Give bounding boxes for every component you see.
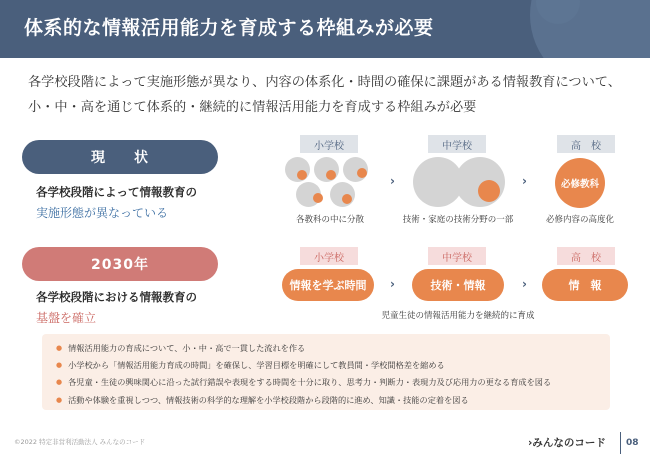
current-description — [36, 182, 197, 224]
continuous-caption: 児童生徒の情報活用能力を継続的に育成 — [381, 311, 535, 321]
stage-label-high: 高 校 — [557, 247, 615, 265]
summary-item: ● 情報活用能力の育成について、小・中・高で一貫した流れを作る — [56, 340, 596, 357]
required-subject-circle: 必修教科 — [555, 158, 605, 208]
title-bar — [0, 0, 650, 58]
caption-elementary: 各教科の中に分散 — [295, 215, 364, 225]
info-dot — [297, 170, 307, 180]
technology-dot — [478, 180, 500, 202]
info-time-pill: 情報を学ぶ時間 — [282, 269, 374, 301]
tech-info-pill: 技術・情報 — [412, 269, 504, 301]
summary-item: ● 各児童・生徒の興味関心に沿った試行錯誤や表現をする時間を十分に取り、思考力・判断力・表現力及び応用力の更なる育成を図る — [56, 374, 596, 391]
current-pill-char: 状 — [134, 150, 149, 166]
arrow-icon: › — [390, 277, 395, 291]
logo-text: みんなのコード — [532, 437, 606, 449]
footer-divider — [620, 432, 621, 454]
current-desc-line1: 各学校段階によって情報教育の — [36, 185, 197, 199]
current-pill-char: 現 — [91, 150, 106, 166]
info-dot — [342, 194, 352, 204]
copyright: ©2022 特定非営利活動法人 みんなのコード — [14, 438, 146, 446]
page-number: 08 — [626, 438, 639, 448]
stage-label-high: 高 校 — [557, 135, 615, 153]
future-desc-line1: 各学校段階における情報教育の — [36, 290, 197, 304]
info-dot — [326, 170, 336, 180]
stage-label-junior: 中学校 — [428, 247, 486, 265]
stage-label-elementary: 小学校 — [300, 135, 358, 153]
future-description — [36, 287, 197, 329]
summary-item: ● 活動や体験を重視しつつ、情報技術の科学的な理解を小学校段階から段階的に進め、知識・技能の定着を図る — [56, 392, 596, 409]
arrow-icon: › — [522, 174, 527, 188]
caption-junior: 技術・家庭の技術分野の一部 — [402, 215, 514, 225]
arrow-icon: › — [390, 174, 395, 188]
future-desc-line2: 基盤を確立 — [36, 311, 97, 325]
current-desc-line2: 実施形態が異なっている — [36, 206, 169, 220]
info-dot — [313, 193, 323, 203]
caption-high: 必修内容の高度化 — [545, 215, 614, 225]
summary-item: ● 小学校から「情報活用能力育成の時間」を確保し、学習目標を明確にして教員間・学校間格差を縮める — [56, 357, 596, 374]
current-state-pill — [22, 140, 218, 174]
intro-text: 各学校段階によって実施形態が異なり、内容の体系化・時間の確保に課題がある情報教育について、小・中・高を通じて体系的・継続的に情報活用能力を育成する枠組みが必要 — [28, 75, 621, 115]
page-title: 体系的な情報活用能力を育成する枠組みが必要 — [24, 17, 434, 39]
subject-circle-large — [455, 157, 505, 207]
future-pill: 2030年 — [22, 247, 218, 281]
summary-box — [42, 334, 610, 410]
logo — [528, 435, 606, 450]
info-subject-pill: 情 報 — [542, 269, 628, 301]
stage-label-elementary: 小学校 — [300, 247, 358, 265]
logo-chevron-icon: › — [528, 437, 533, 449]
info-dot — [357, 168, 367, 178]
arrow-icon: › — [522, 277, 527, 291]
stage-label-junior: 中学校 — [428, 135, 486, 153]
